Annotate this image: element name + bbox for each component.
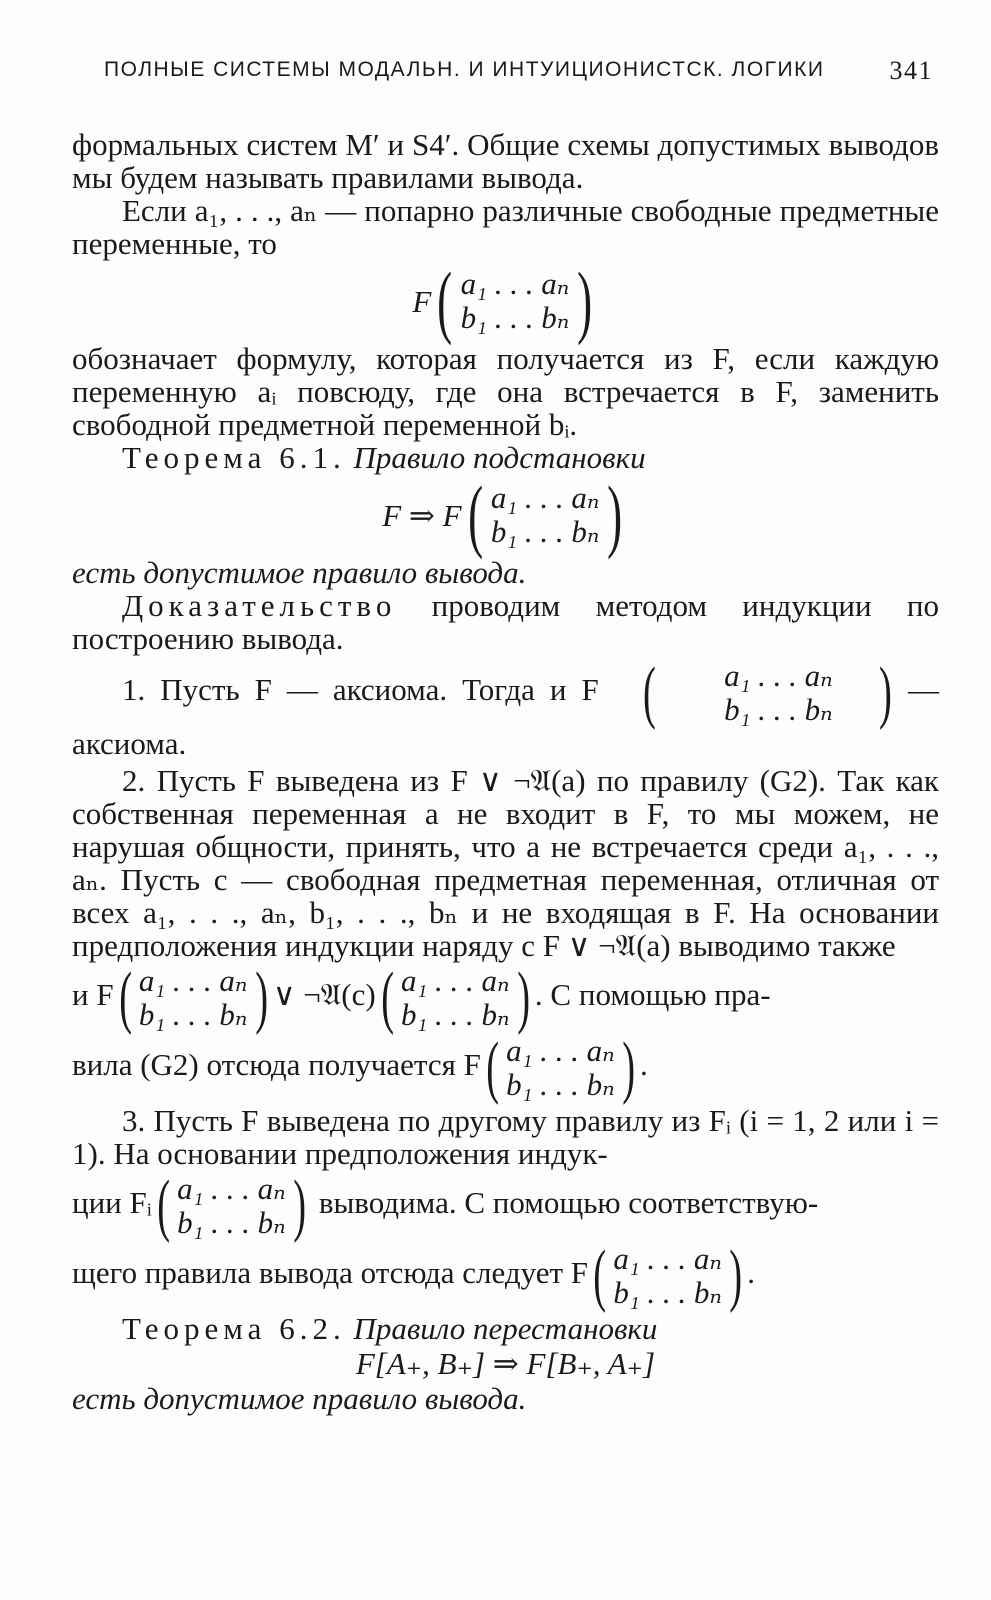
theorem-6-2-tail: есть допустимое правило вывода. <box>72 1381 527 1416</box>
theorem-label: Теорема 6.1. <box>122 440 346 475</box>
proof-item-2: 2. Пусть F выведена из F ∨ ¬𝔄(a) по правилу (G2). Так как собственная переменная a не входит в F, то мы можем, не нарушая общности, принять, что a не встречается среди a₁, . . ., aₙ. Пусть c — свободная предметная переменная, отличная от всех a₁, . . ., aₙ, b₁, . . ., bₙ и не входящая в F. На основании предположения индукции наряду с F ∨ ¬𝔄(a) выводимо также <box>72 763 939 963</box>
proof-intro: Доказательство проводим методом индукции по построению вывода. <box>72 588 939 656</box>
proof-item-1: 1. Пусть F — аксиома. Тогда и F ( a₁ . . . aₙ b₁ . . . bₙ ) — аксиома. <box>72 654 939 761</box>
matrix-top: a₁ . . . aₙ <box>460 266 570 301</box>
proof-item-3: 3. Пусть F выведена по другому правилу из Fᵢ (i = 1, 2 или i = 1). На основании предположения индук- <box>72 1103 939 1171</box>
page-number: 341 <box>889 56 933 85</box>
display-formula-theorem-6-1: F ⇒ F ( a₁ . . . aₙ b₁ . . . bₙ ) <box>382 469 623 560</box>
theorem-6-1 <box>72 441 939 474</box>
display-formula-theorem-6-2: F[A₊, B₊] ⇒ F[B₊, A₊] <box>355 1346 656 1381</box>
theorem-6-1-tail: есть допустимое правило вывода. <box>72 555 527 590</box>
proof-item-3-end: щего правила вывода отсюда следует F ( a₁ . . . aₙ b₁ . . . bₙ ) . <box>72 1237 756 1314</box>
formula-f: F <box>412 283 432 319</box>
running-header <box>104 56 933 85</box>
display-formula-substitution: F ( a₁ . . . aₙ b₁ . . . bₙ ) <box>412 255 593 346</box>
page-body <box>72 128 939 1415</box>
matrix-bottom: b₁ . . . bₙ <box>460 300 570 335</box>
theorem-title: Правило подстановки <box>353 440 646 475</box>
paragraph-1: формальных систем M′ и S4′. Общие схемы допустимых выводов мы будем называть правилами вывода. <box>72 127 939 195</box>
proof-item-3-line: ции Fᵢ ( a₁ . . . aₙ b₁ . . . bₙ ) выводима. С помощью соответствую- <box>72 1167 819 1244</box>
paragraph-2: Если a₁, . . ., aₙ — попарно различные свободные предметные переменные, то <box>72 193 939 261</box>
header-title: ПОЛНЫЕ СИСТЕМЫ МОДАЛЬН. И ИНТУИЦИОНИСТСК. ЛОГИКИ <box>104 58 825 81</box>
paragraph-3: обозначает формулу, которая получается из F, если каждую переменную aᵢ повсюду, где она встречается в F, заменить свободной предметной переменной bᵢ. <box>72 341 939 442</box>
proof-item-2-line: и F ( a₁ . . . aₙ b₁ . . . bₙ ) ∨ ¬𝔄(c) ( a₁ . . . aₙ b₁ . . . bₙ ) . С помощью пра- <box>72 959 771 1036</box>
proof-item-2-end: вила (G2) отсюда получается F ( a₁ . . . aₙ b₁ . . . bₙ ) . <box>72 1029 648 1106</box>
proof-label: Доказательство <box>122 588 397 623</box>
theorem-6-2 <box>72 1312 939 1345</box>
theorem-2-label: Теорема 6.2. <box>122 1311 346 1346</box>
theorem-2-title: Правило перестановки <box>353 1311 658 1346</box>
